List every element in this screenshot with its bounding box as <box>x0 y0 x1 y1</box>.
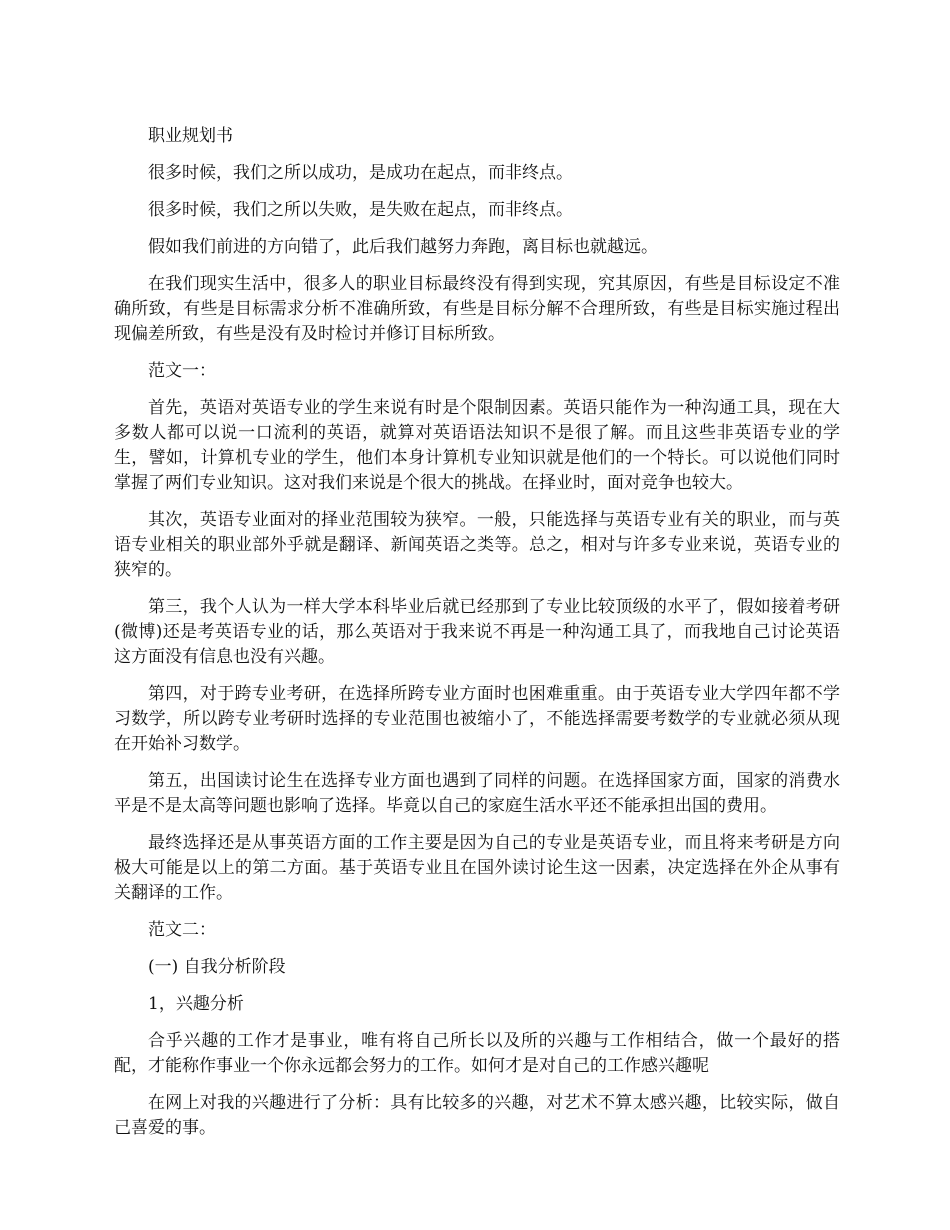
paragraph: 很多时候，我们之所以失败，是失败在起点，而非终点。 <box>148 200 573 220</box>
section-heading: 范文二： <box>148 920 216 940</box>
paragraph: 第三，我个人认为一样大学本科毕业后就已经那到了专业比较顶级的水平了，假如接着考研(微博)还是考英语专业的话，那么英语对于我来说不再是一种沟通工具了，而我地自己讨论英语这方面没有信息也没有兴趣。 <box>114 597 840 667</box>
paragraph: 第五，出国读讨论生在选择专业方面也遇到了同样的问题。在选择国家方面，国家的消费水平是不是太高等问题也影响了选择。毕竟以自己的家庭生活水平还不能承担出国的费用。 <box>114 771 840 816</box>
paragraph: 假如我们前进的方向错了，此后我们越努力奔跑，离目标也就越远。 <box>148 237 658 257</box>
paragraph: 在我们现实生活中，很多人的职业目标最终没有得到实现，究其原因，有些是目标设定不准确所致，有些是目标需求分析不准确所致，有些是目标分解不合理所致，有些是目标实施过程出现偏差所致，有些是没有及时检讨并修订目标所致。 <box>114 274 840 344</box>
paragraph: 很多时候，我们之所以成功，是成功在起点，而非终点。 <box>148 163 573 183</box>
paragraph: 第四，对于跨专业考研，在选择所跨专业方面时也困难重重。由于英语专业大学四年都不学习数学，所以跨专业考研时选择的专业范围也被缩小了，不能选择需要考数学的专业就必须从现在开始补习数学。 <box>114 684 840 754</box>
paragraph: 合乎兴趣的工作才是事业，唯有将自己所长以及所的兴趣与工作相结合，做一个最好的搭配，才能称作事业一个你永远都会努力的工作。如何才是对自己的工作感兴趣呢 <box>114 1031 840 1076</box>
document-body <box>114 124 840 1153</box>
document-title: 职业规划书 <box>148 126 233 146</box>
subsection-heading: (一) 自我分析阶段 <box>148 957 286 977</box>
paragraph: 其次，英语专业面对的择业范围较为狭窄。一般，只能选择与英语专业有关的职业，而与英语专业相关的职业部外乎就是翻译、新闻英语之类等。总之，相对与许多专业来说，英语专业的狭窄的。 <box>114 510 840 580</box>
section-heading: 范文一： <box>148 361 216 381</box>
paragraph: 在网上对我的兴趣进行了分析：具有比较多的兴趣，对艺术不算太感兴趣，比较实际，做自己喜爱的事。 <box>114 1093 840 1138</box>
paragraph: 最终选择还是从事英语方面的工作主要是因为自己的专业是英语专业，而且将来考研是方向极大可能是以上的第二方面。基于英语专业且在国外读讨论生这一因素，决定选择在外企从事有关翻译的工作。 <box>114 833 840 903</box>
subsection-heading: 1，兴趣分析 <box>148 994 244 1014</box>
paragraph: 首先，英语对英语专业的学生来说有时是个限制因素。英语只能作为一种沟通工具，现在大多数人都可以说一口流利的英语，就算对英语语法知识不是很了解。而且这些非英语专业的学生，譬如，计算机专业的学生，他们本身计算机专业知识就是他们的一个特长。可以说他们同时掌握了两们专业知识。这对我们来说是个很大的挑战。在择业时，面对竞争也较大。 <box>114 398 840 493</box>
